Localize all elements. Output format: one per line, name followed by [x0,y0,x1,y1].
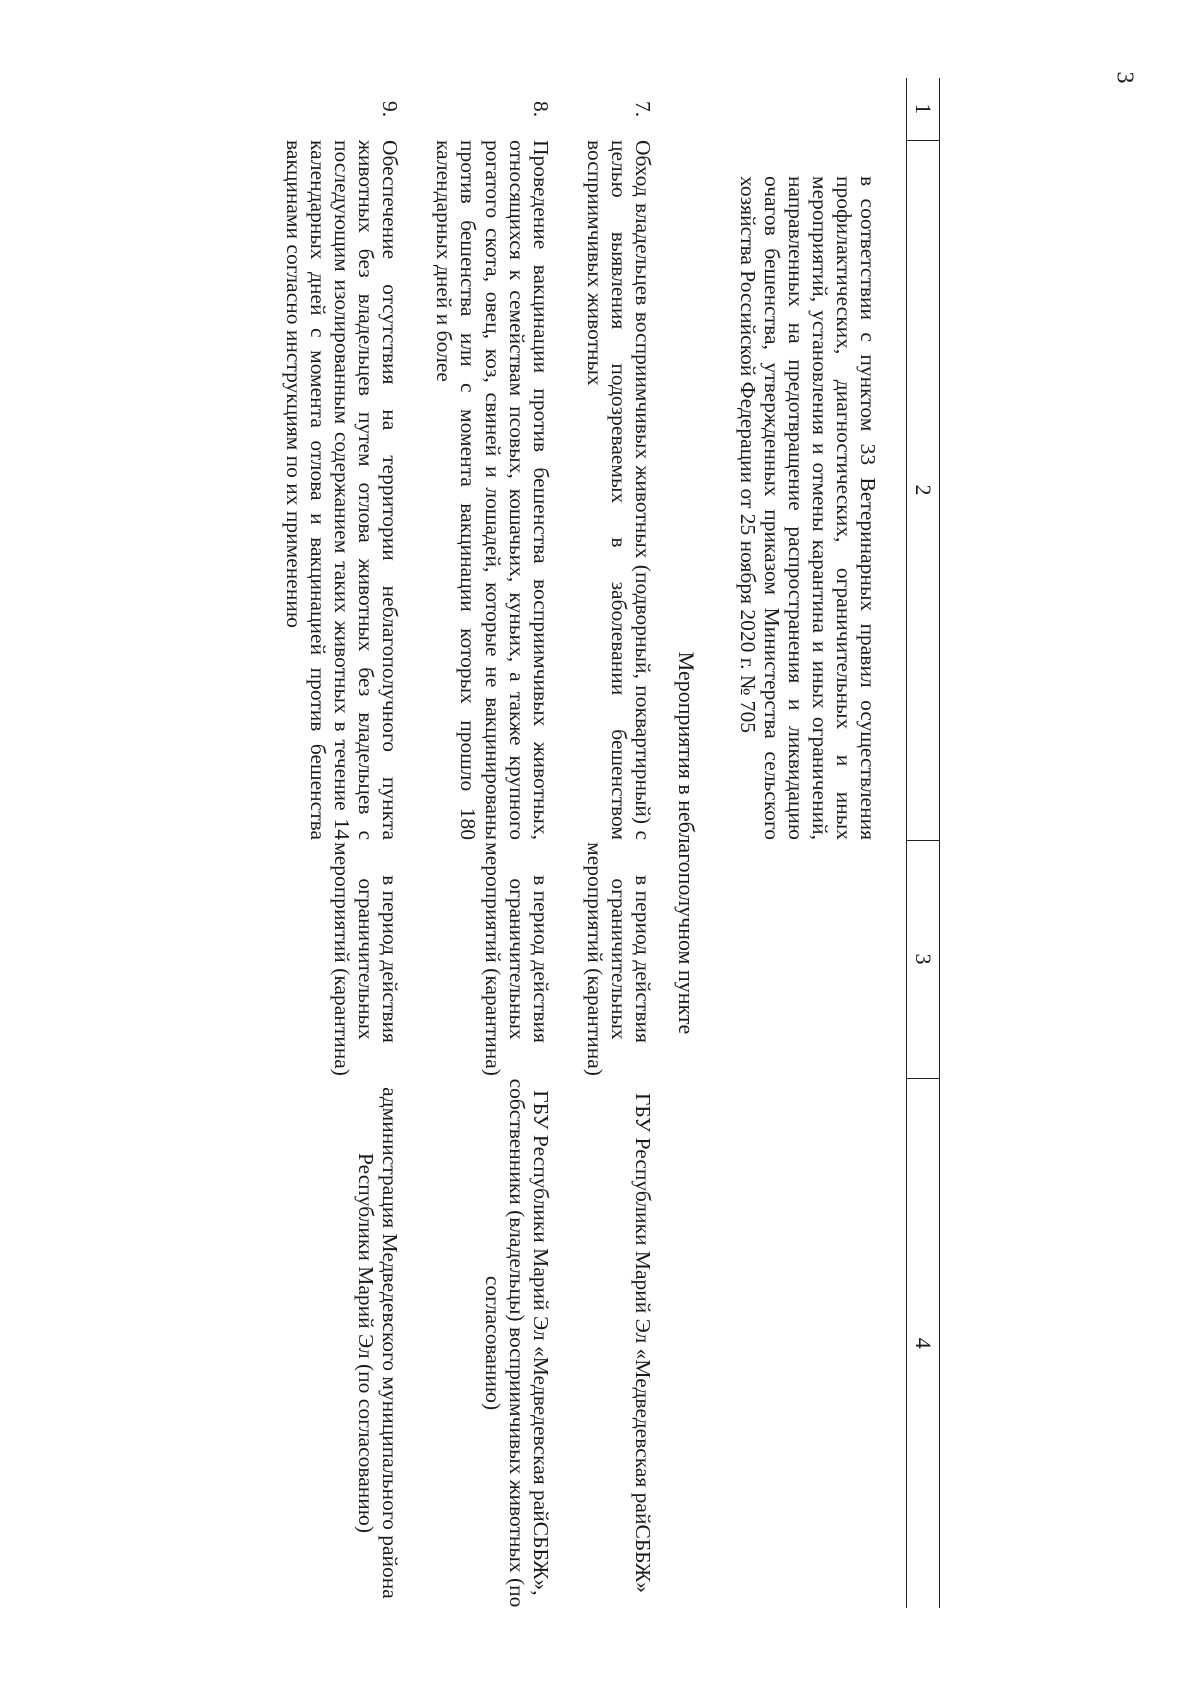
measures-table [252,78,940,1608]
table-row-continuation [712,78,907,1608]
row-responsible: администрация Медведевского муниципального района Республики Марий Эл (по согласованию) [354,1087,403,1599]
row-measure-text: Обход владельцев восприимчивых животных (подворный, поквартирный) с целью выявления подозреваемых в заболевании бешенством восприимчивых животных [582,140,655,840]
row-measure-text: в соответствии с пунктом 33 Ветеринарных правил осуществления профилактических, диагностических, ограничительных и иных мероприятий, установления и отмены карантина и иных ограничений, направленных на предотвращение распространения и ликвидацию очагов бешенства, утвержденных приказом Министерства сельского хозяйства Российской Федерации от 25 ноября 2020 г. № 705 [735,176,880,840]
row-responsible [712,1078,907,1608]
page-number: 3 [1111,71,1138,84]
row-term: в период действия ограничительных мероприятий (карантина) [480,842,553,1076]
column-header-4: 4 [907,1078,940,1608]
column-header-3: 3 [907,840,940,1078]
table-row [252,78,402,1608]
row-measure-text: Обеспечение отсутствия на территории неблагополучного пункта животных без владельцев путем отлова животных без владельцев с последующим изолированным содержанием таких животных в течение 14 календарных дней с момента отлова и вакцинацией против бешенства вакцинами согласно инструкциям по их применению [281,140,403,840]
row-term: в период действия ограничительных мероприятий (карантина) [330,842,403,1076]
row-number [712,78,907,140]
row-number: 9. [378,100,403,118]
row-responsible: ГБУ Республики Марий Эл «Медведевская райСББЖ», собственники (владельцы) восприимчивых животных (по согласованию) [480,1078,553,1608]
row-measure-text: Проведение вакцинации против бешенства восприимчивых животных, относящихся к семействам псовых, кошачьих, куньих, а также крупного рогатого скота, овец, коз, свиней и лошадей, которые не вакцинированы против бешенства или с момента вакцинации которых прошло 180 календарных дней и более [432,140,553,840]
row-number: 7. [630,100,655,118]
row-term: в период действия ограничительных мероприятий (карантина) [582,842,655,1076]
column-header-2: 2 [907,140,940,840]
section-title: Мероприятия в неблагополучном пункте [673,651,699,1035]
section-title-row [655,78,712,1608]
table-row [553,78,655,1608]
table-row [402,78,552,1608]
table-header-row [907,78,940,1608]
row-responsible: ГБУ Республики Марий Эл «Медведевская райСББЖ» [630,1092,655,1593]
row-number: 8. [528,100,553,118]
row-term [712,840,907,1078]
column-header-1: 1 [907,78,940,140]
